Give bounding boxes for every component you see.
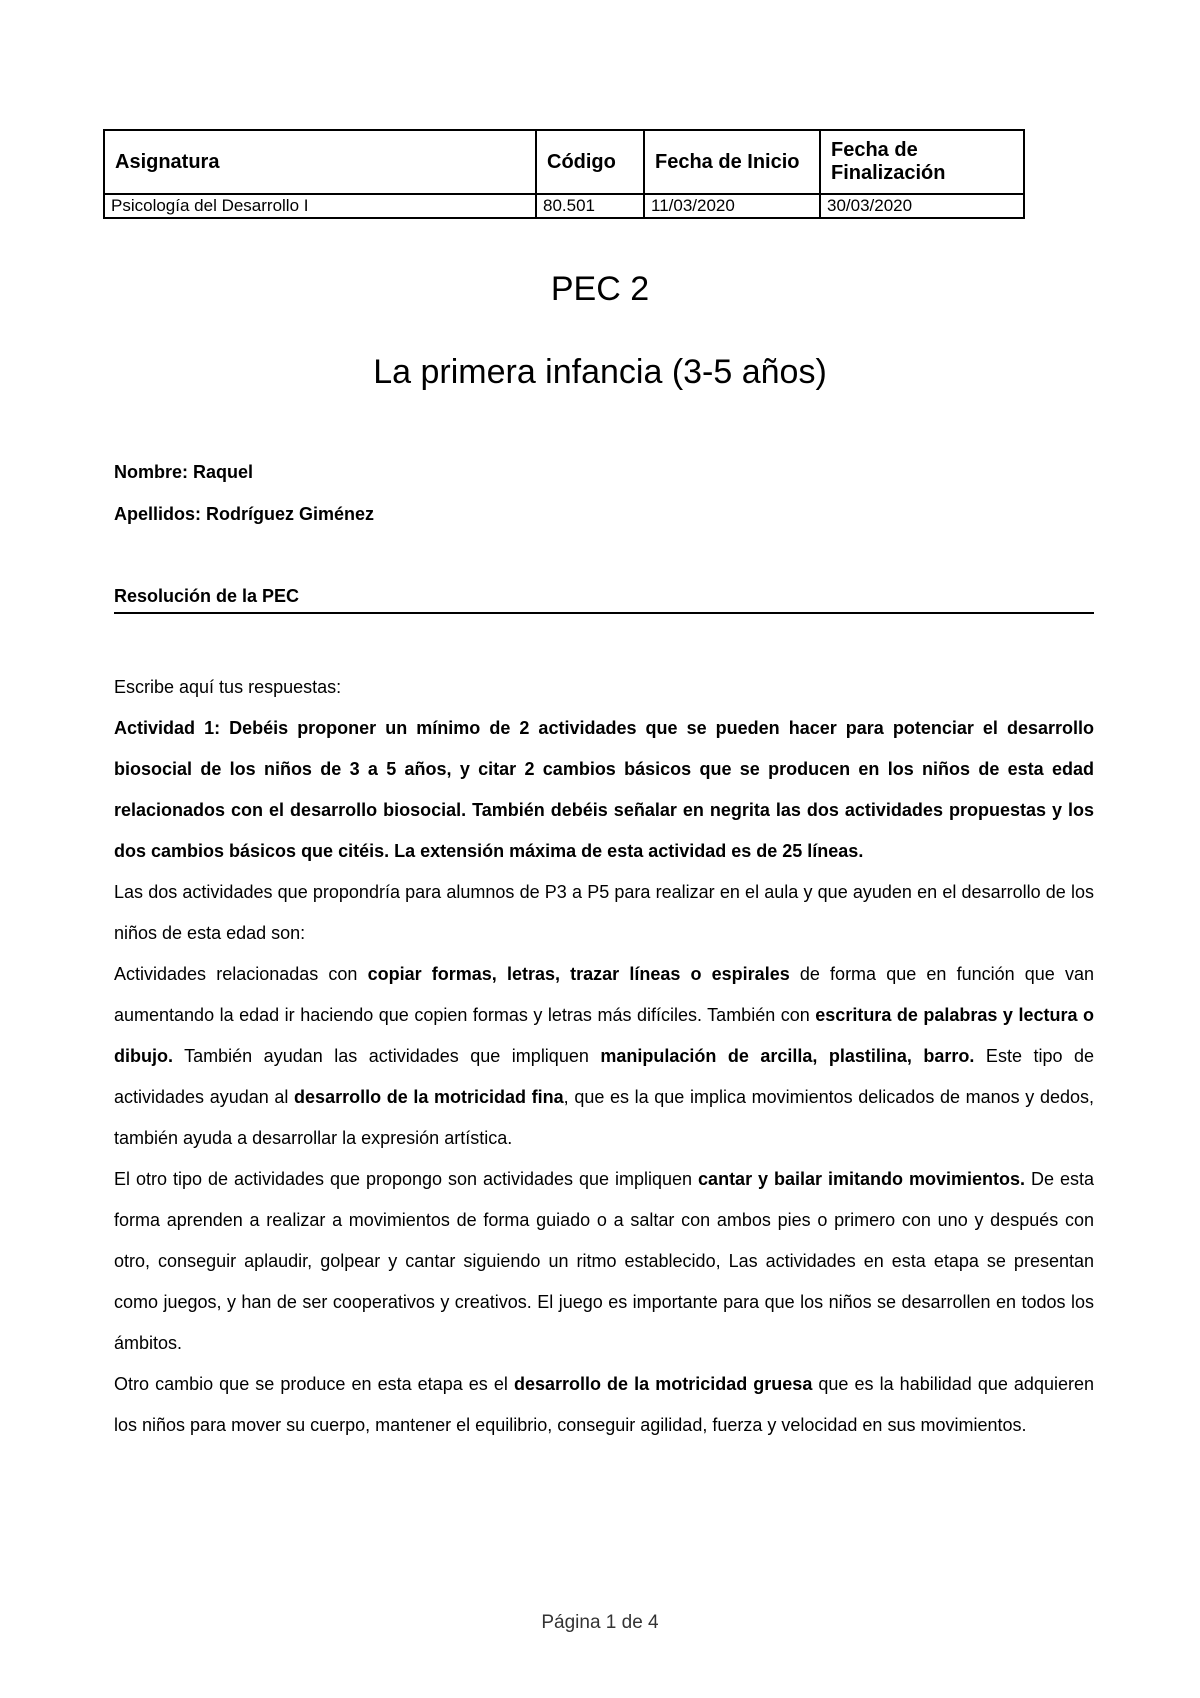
bold-text: copiar formas, letras, trazar líneas o espirales — [367, 964, 790, 984]
answer-body — [114, 667, 1094, 1446]
answer-paragraph — [114, 1159, 1094, 1364]
bold-text: manipulación de arcilla, plastilina, barro. — [600, 1046, 975, 1066]
text-run: Este tipo de actividades ayudan al — [114, 1046, 1094, 1107]
table-header-row — [104, 130, 1024, 194]
header-fecha-finalizacion: Fecha de Finalización — [820, 130, 1024, 194]
document-title: PEC 2 — [550, 270, 650, 308]
text-run: El otro tipo de actividades que propongo son actividades que impliquen — [114, 1169, 699, 1189]
student-name: Nombre: Raquel — [114, 462, 254, 482]
cell-asignatura: Psicología del Desarrollo I — [104, 194, 536, 218]
answer-paragraphs — [114, 708, 1094, 1446]
intro-text: Escribe aquí tus respuestas: — [114, 677, 342, 697]
cell-fecha-inicio: 11/03/2020 — [644, 194, 820, 218]
bold-text: escritura de palabras y lectura o dibujo. — [114, 1005, 1094, 1066]
page-footer: Página 1 de 4 — [541, 1612, 659, 1633]
cell-codigo: 80.501 — [536, 194, 644, 218]
header-codigo: Código — [536, 130, 644, 194]
table-row — [104, 194, 1024, 218]
course-info-table — [103, 129, 1025, 219]
text-run: También ayudan las actividades que impliquen — [172, 1046, 601, 1066]
text-run: Actividades relacionadas con — [114, 964, 368, 984]
header-asignatura: Asignatura — [104, 130, 536, 194]
section-heading: Resolución de la PEC — [114, 586, 1094, 614]
bold-text: desarrollo de la motricidad fina — [294, 1087, 564, 1107]
text-run: De esta forma aprenden a realizar a movimientos de forma guiado o a saltar con ambos pies o primero con uno y después con otro, conseguir aplaudir, golpear y cantar siguiendo un ritmo establecido, Las actividades en esta etapa se presentan como juegos, y han de ser cooperativos y creativos. El juego es importante para que los niños se desarrollen en todos los ámbitos. — [114, 1169, 1094, 1353]
header-fecha-inicio: Fecha de Inicio — [644, 130, 820, 194]
text-run: que es la habilidad que adquieren los niños para mover su cuerpo, mantener el equilibrio, conseguir agilidad, fuerza y velocidad en sus movimientos. — [114, 1374, 1094, 1435]
bold-text: cantar y bailar imitando movimientos. — [698, 1169, 1026, 1189]
text-run: , que es la que implica movimientos delicados de manos y dedos, también ayuda a desarrollar la expresión artística. — [114, 1087, 1094, 1148]
cell-fecha-finalizacion: 30/03/2020 — [820, 194, 1024, 218]
text-run: Las dos actividades que propondría para alumnos de P3 a P5 para realizar en el aula y que ayuden en el desarrollo de los niños de esta edad son: — [114, 882, 1094, 943]
student-surnames: Apellidos: Rodríguez Giménez — [114, 504, 375, 524]
answer-paragraph — [114, 872, 1094, 954]
bold-text: Actividad 1: Debéis proponer un mínimo de 2 actividades que se pueden hacer para potenciar el desarrollo biosocial de los niños de 3 a 5 años, y citar 2 cambios básicos que se producen en los niños de esta edad relacionados con el desarrollo biosocial. También debéis señalar en negrita las dos actividades propuestas y los dos cambios básicos que citéis. La extensión máxima de esta actividad es de 25 líneas. — [114, 718, 1094, 861]
answer-paragraph — [114, 1364, 1094, 1446]
answer-paragraph — [114, 708, 1094, 872]
answer-paragraph — [114, 954, 1094, 1159]
document-subtitle: La primera infancia (3-5 años) — [373, 353, 827, 391]
text-run: de forma que en función que van aumentando la edad ir haciendo que copien formas y letras más difíciles. También con — [114, 964, 1094, 1025]
bold-text: desarrollo de la motricidad gruesa — [513, 1374, 813, 1394]
text-run: Otro cambio que se produce en esta etapa es el — [114, 1374, 514, 1394]
